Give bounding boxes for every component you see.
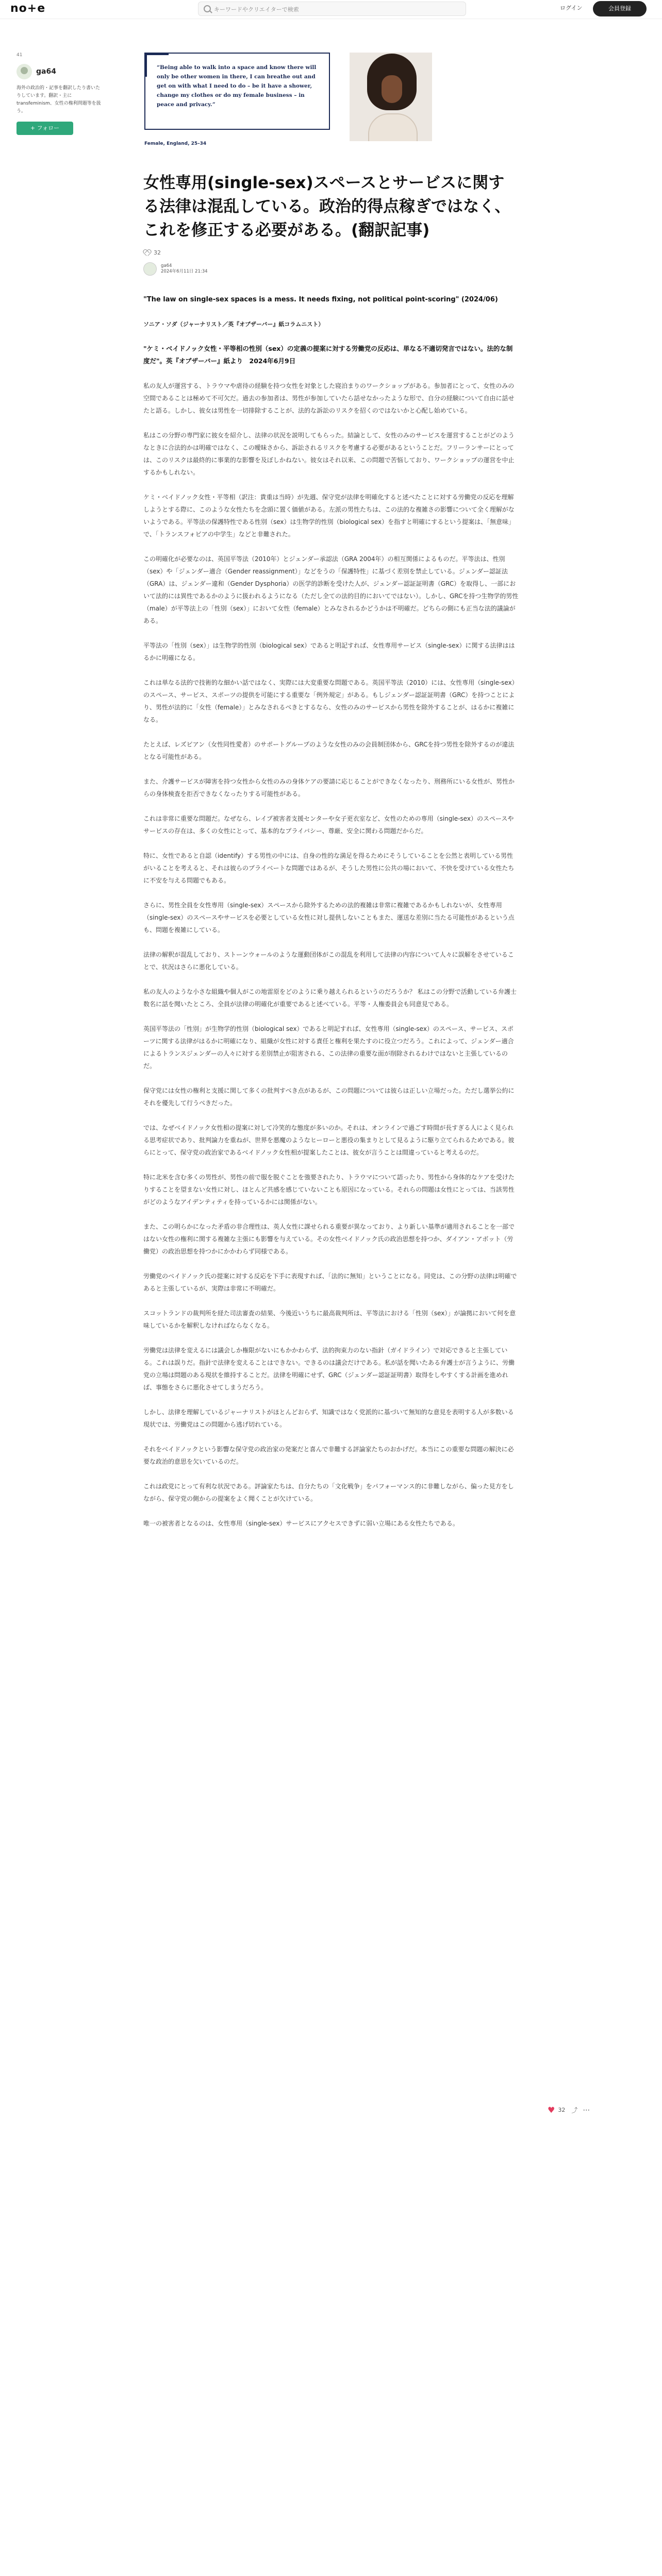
paragraph: スコットランドの裁判所を経た司法審査の結果、今後近いうちに最高裁判所は、平等法における「性別（sex）」が論拠において何を意味しているかを解釈しなければならなくなる。: [143, 1310, 516, 1329]
author-bio: 海外の政治的・記事を翻訳したり書いたりしています。翻訳・主にtransfeminism、女性の権利問題等を扱う。: [16, 86, 101, 114]
paragraph: さらに、男性全員を女性専用（single-sex）スペースから除外するための法的複雑は非常に複雑であるかもしれないが、女性専用（single-sex）のスペースやサービスを必要としている女性に対し提供しないこともまた、運送な差別に当たる可能性があるという点も、問題を複雑にしている。: [143, 902, 515, 934]
article-subtitle: "The law on single-sex spaces is a mess. It needs fixing, not political point-scoring" (2024/06): [143, 296, 498, 303]
avatar[interactable]: [16, 64, 32, 79]
likes-row[interactable]: [143, 249, 519, 256]
heart-icon[interactable]: [143, 250, 150, 256]
paragraph: 特に、女性であると自認（identify）する男性の中には、自身の性的な満足を得るためにそうしていることを公然と表明している男性がいることを考えると、それは彼らのプライベートな問題ではあるが、そうした男性に公共の場において、不快を受けている女性たちに不安を与える問題でもある。: [143, 852, 515, 884]
floating-like-count: 32: [558, 2107, 566, 2113]
sidebar-profile[interactable]: [16, 64, 120, 79]
paragraph: たとえば、レズビアン（女性同性愛者）のサポートグループのような女性のみの会員制団体から、GRCを持つ男性を除外するのが違法となる可能性がある。: [143, 741, 515, 760]
author-name[interactable]: ga64: [36, 67, 56, 76]
more-icon[interactable]: ⋯: [583, 2106, 591, 2114]
search-icon: [204, 5, 211, 12]
paragraph: 労働党は法律を変えるには議会しか権限がないにもかかわらず、法的拘束力のない指針（ガイドライン）で対応できると主張している。これは誤りだ。指針で法律を変えることはできない。できるのは議会だけである。私が話を聞いたある弁護士が言うように、労働党の立場は問題のある現状を維持することだ。法律を明確にせず、GRC（ジェンダー認証証明書）取得をしやすくする計画を進めれば、事態をさらに悪化させてしまうだろう。: [143, 1347, 515, 1391]
like-heart-icon[interactable]: ♥: [548, 2105, 555, 2115]
hero-image: [143, 41, 519, 150]
article-title: 女性専用(single-sex)スペースとサービスに関する法律は混乱している。政治的得点稼ぎではなく、これを修正する必要がある。(翻訳記事): [143, 174, 511, 240]
author-meta-date: 2024年6月11日 21:34: [161, 269, 208, 274]
paragraph: 英国平等法の「性別」が生物学的性別（biological sex）であると明記すれば、女性専用（single-sex）のスペース、サービス、スポーツに関する法律がはるかに明確になり、組織が女性に対する責任と権利を果たすのに役立つだろう。これによって、ジェンダー適合によるトランスジェンダーの人々に対する差別禁止が阻害される、この法律の重要な面が削除されるわけではないと主張しているのだ。: [143, 1025, 514, 1070]
floating-action-bar: [548, 2105, 590, 2115]
site-header: [0, 0, 662, 19]
author-row[interactable]: [143, 262, 519, 276]
author-meta: [161, 263, 208, 275]
paragraph: 私はこの分野の専門家に彼女を紹介し、法律の状況を説明してもらった。結論として、女性のみのサービスを運営することがどのようなときに合法的かは明確ではなく、この曖昧さから、訴訟されるリスクを考慮する必要があるということだ。フリーランサーにとっては、このリスクは最終的に事業的な影響を及ぼしかねない。彼女はそれ以来、この問題で苦悩しており、ワークショップの運営を中止するかもしれない。: [143, 432, 515, 476]
article-main: [143, 41, 519, 1542]
author-avatar[interactable]: [143, 262, 157, 276]
paragraph: では、なぜベイドノック女性相の提案に対して冷笑的な態度が多いのか。それは、オンラインで過ごす時間が長すぎる人によく見られる思考症状であり、批判論力を重ねが、世界を悪魔のようなヒーローと悪役の集まりとして見るように駆り立てられるためである。彼らにとって、保守党の政治家であるベイドノック女性相が提案したことは、彼女が言うことは間違っていると考えるのだ。: [143, 1124, 515, 1156]
hero-caption: Female, England, 25–34: [144, 141, 207, 146]
follow-label: フォロー: [37, 125, 60, 131]
paragraph: 私の友人が運営する、トラウマや虐待の経験を持つ女性を対象とした寝泊まりのワークショップがある。参加者にとって、女性のみの空間であることは極めて不可欠だ。過去の参加者は、男性が参加していたら話せなかったような形で、自分の経験について自由に話せたと語る。しかし、彼女は男性を一切排除することが、法的な訴訟のリスクを招くのではないかと心配し始めている。: [143, 382, 515, 414]
paragraph: 法律の解釈が混乱しており、ストーンウォールのような運動団体がこの混乱を利用して法律の内容について人々に誤解をさせていることで、状況はさらに悪化している。: [143, 951, 514, 971]
paragraph: それをベイドノックという影響な保守党の政治家の発案だと喜んで非難する評論家たちのおかげだ。本当にこの重要な問題の解決に必要な政治的意思を欠いているのだ。: [143, 1446, 514, 1465]
author-meta-name[interactable]: ga64: [161, 263, 172, 268]
login-link[interactable]: ログイン: [560, 5, 583, 11]
search-input[interactable]: [198, 2, 466, 16]
author-sidebar: [16, 53, 120, 135]
paragraph: この明確化が必要なのは、英国平等法（2010年）とジェンダー承認法（GRA 2004年）の相互関係によるものだ。平等法は、性別（sex）や「ジェンダー適合（Gender reassignment）」などをうの「保護特性」に基づく差別を禁止している。ジェンダー認証法（GRA）は、ジェンダー違和（Gender Dysphoria）の医学的診断を受けた人が、ジェンダー認証証明書（GRC）を取得し、一部において法的には異性であるかのように扱われるようになる（ただし全ての法的目的においてではない）。しかし、GRCを持つ生物学的男性（male）が平等法上の「性別（sex）」において女性（female）とみなされるかどうかは不明確だ。どちらの側にも正当な法的議論がある。: [143, 555, 519, 624]
paragraph: また、この明らかになった矛盾の非合理性は、英人女性に課せられる重要が異なっており、より新しい基準が適用されることを一部ではない女性の権利に関する複雑な主張にも影響を与えている。その女性ベイドノック氏の政治思想を持つか、ダイアン・アボット（労働党）の政治思想を持つかにかかわらず同様である。: [143, 1223, 515, 1255]
paragraph: また、介護サービスが障害を持つ女性から女性のみの身体ケアの要請に応じることができなくなったり、刑務所にいる女性が、男性からの身体検査を拒否できなくなったりする可能性がある。: [143, 778, 515, 798]
paragraph: ケミ・ベイドノック女性・平等相（訳注：貴重は当時）が先週、保守党が法律を明確化すると述べたことに対する労働党の反応を理解しようとする際に、このような女性たちを念頭に置く価値がある。左派の男性たちは、この法的な複雑さの影響について全く理解がないようである。平等法の保護特性である性別（sex）は生物学的性別（biological sex）を指すと明確にするという提案は、「無意味」で、「トランスフォビアの中学生」などと非難された。: [143, 494, 515, 538]
article-body: [143, 293, 519, 1530]
note-logo[interactable]: no+e: [10, 2, 46, 15]
magazine-label: 41: [16, 53, 23, 58]
like-count: 32: [154, 249, 161, 256]
hero-quote: “Being able to walk into a space and know there will only be other women in there, I can breathe out and get on with what I need to do – be it have a shower, change my clothes or do my female business – in peace and privacy.”: [144, 53, 330, 130]
paragraph: これは非常に重要な問題だ。なぜなら、レイプ被害者支援センターや女子更衣室など、女性のための専用（single-sex）のスペースやサービスの存在は、多くの女性にとって、基本的なプライバシー、尊厳、安全に関わる問題だからだ。: [143, 815, 514, 835]
paragraph: 労働党のベイドノック氏の提案に対する反応を下手に表現すれば、「法的に無知」ということになる。同党は、この分野の法律は明確であると主張しているが、実際は非常に不明確だ。: [143, 1273, 517, 1292]
paragraph: しかし、法律を理解しているジャーナリストがほとんどおらず、知識ではなく党派的に基づいて無知的な意見を表明する人が多数いる現状では、労働党はこの問題から逃げ切れている。: [143, 1409, 514, 1428]
article-byline: ソニア・ソダ（ジャーナリスト／英『オブザーバー』紙コラムニスト）: [143, 321, 324, 328]
paragraph: これは政党にとって有利な状況である。評論家たちは、自分たちの「文化戦争」をパフォーマンス的に非難しながら、偏った見方をしながら、保守党の側からの提案をよく聞くことが欠けている。: [143, 1483, 514, 1502]
paragraph: 私の友人のような小さな組織や個人がこの地雷原をどのように乗り越えられるというのだろうか？ 私はこの分野で活動している弁護士数名に話を聞いたところ、全員が法律の明確化が重要であると述べている。平等・人権委員会も同意見である。: [143, 988, 517, 1008]
share-icon[interactable]: ⤴: [571, 2107, 578, 2114]
follow-button[interactable]: [16, 122, 73, 135]
plus-icon: +: [30, 125, 36, 131]
portrait-image: [350, 53, 432, 141]
paragraph: 唯一の被害者となるのは、女性専用（single-sex）サービスにアクセスできずに弱い立場にある女性たちである。: [143, 1520, 459, 1527]
paragraph: 保守党には女性の権利と支援に関して多くの批判すべき点があるが、この問題については彼らは正しい立場だった。ただし選挙公約にそれを優先して行うべきだった。: [143, 1087, 515, 1107]
article-lead: "ケミ・ベイドノック女性・平等相の性別（sex）の定義の提案に対する労働党の反応は、単なる不適切発言ではない。法的な制度だ"。英『オブザーバー』紙より 2024年6月9日: [143, 345, 513, 365]
paragraph: 平等法の「性別（sex）」は生物学的性別（biological sex）であると明記すれば、女性専用サービス（single-sex）に関する法律ははるかに明確になる。: [143, 642, 515, 662]
paragraph: 特に北米を含む多くの男性が、男性の前で服を脱ぐことを強要されたり、トラウマについて語ったり、男性から身体的なケアを受けたりすることを望まない女性に対し、ほとんど共感を感じていないことも原因になっている。それらの問題は女性にとっては、当該男性がどのようなアイデンティティを持っているかには関係がない。: [143, 1174, 515, 1206]
signup-button[interactable]: 会員登録: [593, 1, 647, 16]
search-placeholder: キーワードやクリエイターで検索: [214, 6, 299, 13]
paragraph: これは単なる法的で技術的な細かい話ではなく、実際には大変重要な問題である。英国平等法（2010）には、女性専用（single-sex）のスペース、サービス、スポーツの提供を可能にする重要な「例外規定」がある。もしジェンダー認証証明書（GRC）を持つことにより、男性が法的に「女性（female）」とみなされるべきとするなら、女性のみのサービスから男性を除外することが、はるかに複雑になる。: [143, 679, 518, 723]
